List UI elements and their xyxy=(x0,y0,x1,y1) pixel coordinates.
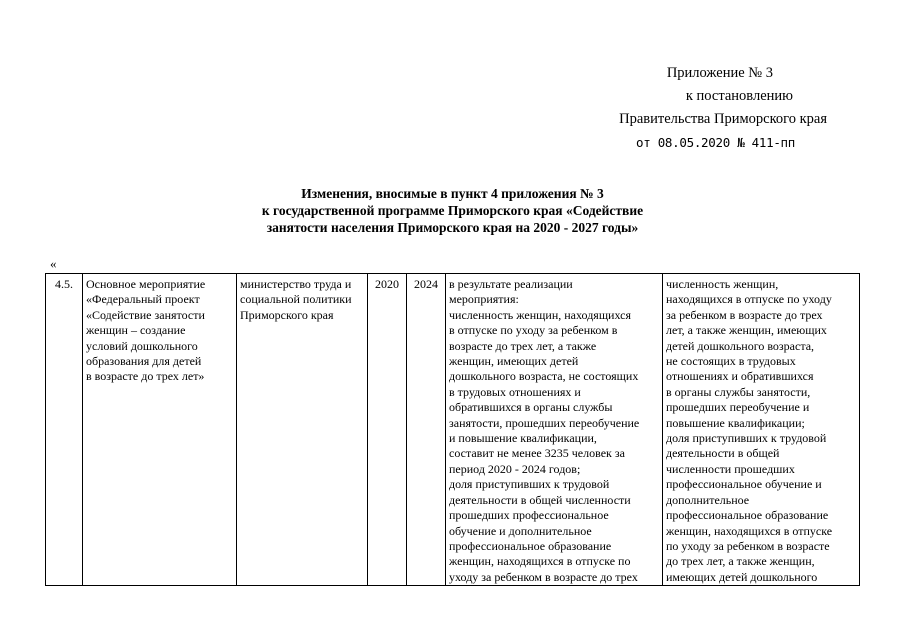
appendix-number: Приложение № 3 xyxy=(666,65,773,81)
cell-text-line: в отпуске по уходу за ребенком в xyxy=(449,323,618,338)
cell-text-line: за ребенком в возрасте до трех xyxy=(666,307,823,322)
cell-text-line: «Федеральный проект xyxy=(86,292,200,307)
cell-text-line: в возрасте до трех лет» xyxy=(86,369,205,384)
cell-text-line: Приморского края xyxy=(240,307,334,322)
cell-text-line: Основное мероприятие xyxy=(86,277,206,291)
cell-text-line: дошкольного возраста, не состоящих xyxy=(449,369,639,384)
cell-text-line: по уходу за ребенком в возрасте xyxy=(666,538,830,553)
cell-text-line: прошедших профессиональное xyxy=(449,508,609,523)
cell-text-line: прошедших переобучение и xyxy=(666,400,810,415)
title-line-2: к государственной программе Приморского края «Содействие xyxy=(261,203,644,218)
cell-text-line: составит не менее 3235 человек за xyxy=(449,446,625,461)
cell-text-line: отношениях и обратившихся xyxy=(666,369,814,384)
cell-text-line: имеющих детей дошкольного xyxy=(666,569,818,584)
item-number: 4.5. xyxy=(46,274,83,586)
cell-text-line: условий дошкольного xyxy=(86,338,198,353)
title-line-3: занятости населения Приморского края на 2020 - 2027 годы» xyxy=(266,220,639,235)
executor-cell xyxy=(237,274,368,586)
cell-text-line: мероприятия: xyxy=(449,292,519,307)
cell-text-line: до трех лет, а также женщин, xyxy=(666,554,815,569)
document-title xyxy=(0,185,905,236)
cell-text-line: социальной политики xyxy=(240,292,352,307)
year-end: 2024 xyxy=(407,274,446,586)
cell-text-line: министерство труда и xyxy=(240,277,352,291)
cell-text-line: численность женщин, xyxy=(666,277,779,291)
cell-text-line: и повышение квалификации, xyxy=(449,431,597,446)
activity-cell xyxy=(83,274,237,586)
cell-text-line: профессиональное обучение и xyxy=(666,477,822,492)
appendix-header xyxy=(597,62,827,154)
cell-text-line: обучение и дополнительное xyxy=(449,523,592,538)
cell-text-line: детей дошкольного возраста, xyxy=(666,338,815,353)
cell-text-line: женщин, имеющих детей xyxy=(449,354,579,369)
title-line-1: Изменения, вносимые в пункт 4 приложения № 3 xyxy=(301,186,604,201)
cell-text-line: доля приступивших к трудовой xyxy=(449,477,610,492)
cell-text-line: находящихся в отпуске по уходу xyxy=(666,292,832,307)
appendix-to-resolution: к постановлению xyxy=(685,88,793,104)
cell-text-line: в результате реализации xyxy=(449,277,573,291)
cell-text-line: в органы службы занятости, xyxy=(666,384,811,399)
cell-text-line: занятости, прошедших переобучение xyxy=(449,415,640,430)
cell-text-line: уходу за ребенком в возрасте до трех xyxy=(449,569,638,584)
cell-text-line: лет, а также женщин, имеющих xyxy=(666,323,827,338)
cell-text-line: в трудовых отношениях и xyxy=(449,384,581,399)
cell-text-line: женщин, находящихся в отпуске по xyxy=(449,554,631,569)
cell-text-line: деятельности в общей xyxy=(666,446,780,461)
cell-text-line: обратившихся в органы службы xyxy=(449,400,613,415)
cell-text-line: женщин, находящихся в отпуске xyxy=(666,523,833,538)
cell-text-line: профессиональное образование xyxy=(666,508,829,523)
cell-text-line: доля приступивших к трудовой xyxy=(666,431,827,446)
changes-table xyxy=(45,273,860,586)
cell-text-line: «Содействие занятости xyxy=(86,307,205,322)
cell-text-line: численность женщин, находящихся xyxy=(449,307,631,322)
cell-text-line: деятельности в общей численности xyxy=(449,492,631,507)
cell-text-line: образования для детей xyxy=(86,354,202,369)
cell-text-line: женщин – создание xyxy=(86,323,186,338)
table-row xyxy=(46,274,860,586)
cell-text-line: повышение квалификации; xyxy=(666,415,805,430)
cell-text-line: период 2020 - 2024 годов; xyxy=(449,461,581,476)
cell-text-line: дополнительное xyxy=(666,492,750,507)
cell-text-line: численности прошедших xyxy=(666,461,795,476)
year-start: 2020 xyxy=(368,274,407,586)
opening-quote: « xyxy=(50,256,57,271)
appendix-government: Правительства Приморского края xyxy=(619,111,827,127)
expected-result-cell xyxy=(446,274,663,586)
cell-text-line: не состоящих в трудовых xyxy=(666,354,796,369)
indicators-cell xyxy=(663,274,860,586)
appendix-date-number: от 08.05.2020 № 411-пп xyxy=(636,135,795,150)
cell-text-line: профессиональное образование xyxy=(449,538,612,553)
cell-text-line: возрасте до трех лет, а также xyxy=(449,338,597,353)
